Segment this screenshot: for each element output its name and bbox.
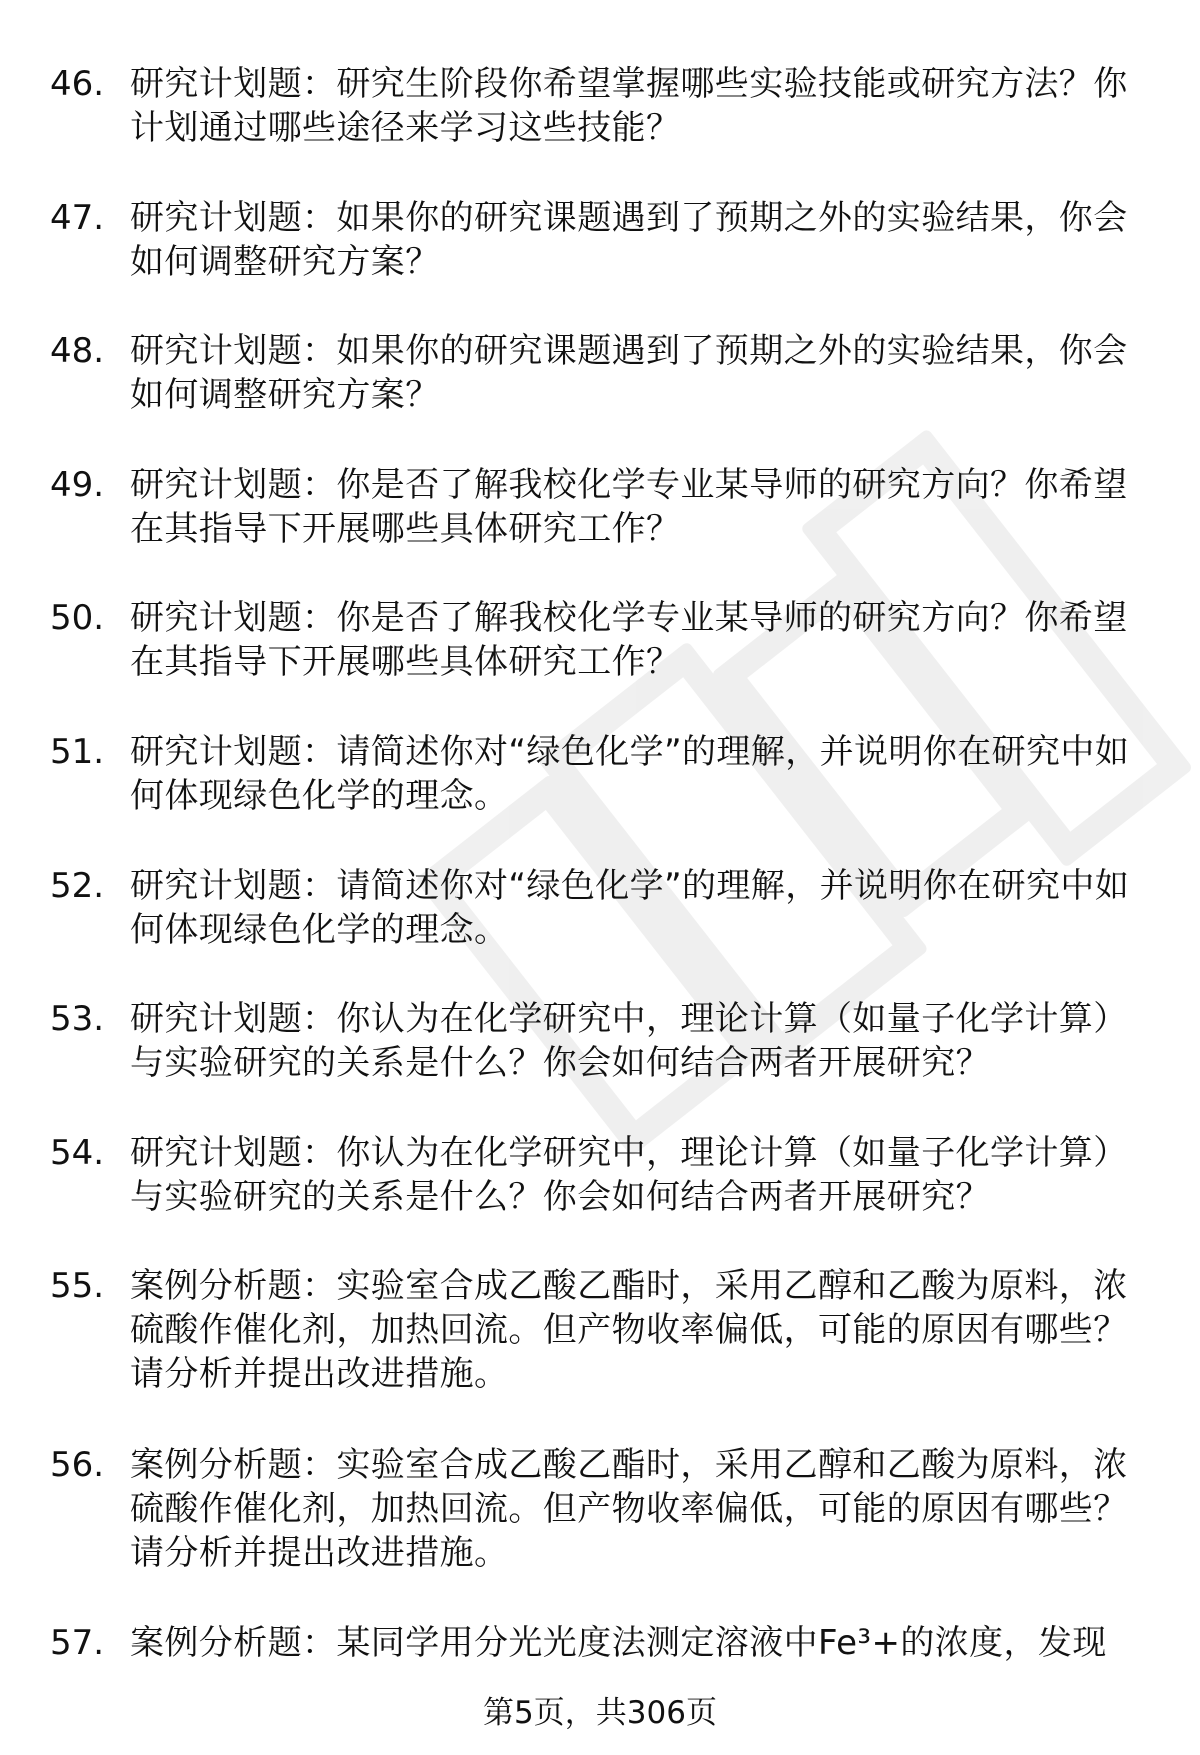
question-text: 研究计划题：你认为在化学研究中，理论计算（如量子化学计算）与实验研究的关系是什么？你会如何结合两者开展研究？ bbox=[130, 999, 1128, 1084]
question-item bbox=[0, 864, 1200, 998]
question-item bbox=[0, 1443, 1200, 1622]
question-item bbox=[0, 1264, 1200, 1443]
question-number: 56. bbox=[50, 1444, 105, 1485]
question-text: 研究计划题：你是否了解我校化学专业某导师的研究方向？你希望在其指导下开展哪些具体研究工作？ bbox=[130, 464, 1128, 549]
question-item bbox=[0, 730, 1200, 864]
question-item bbox=[0, 1621, 1200, 1755]
question-number: 55. bbox=[50, 1266, 105, 1307]
question-item bbox=[0, 196, 1200, 330]
question-number: 52. bbox=[50, 865, 105, 906]
question-text: 研究计划题：你是否了解我校化学专业某导师的研究方向？你希望在其指导下开展哪些具体研究工作？ bbox=[130, 598, 1128, 683]
question-number: 46. bbox=[50, 64, 105, 104]
question-item bbox=[0, 62, 1200, 196]
question-text: 研究计划题：请简述你对“绿色化学”的理解，并说明你在研究中如何体现绿色化学的理念。 bbox=[130, 731, 1130, 816]
question-number: 54. bbox=[50, 1132, 105, 1173]
question-text: 研究计划题：如果你的研究课题遇到了预期之外的实验结果，你会如何调整研究方案？ bbox=[130, 331, 1128, 416]
question-item bbox=[0, 997, 1200, 1131]
question-text: 研究计划题：研究生阶段你希望掌握哪些实验技能或研究方法？你计划通过哪些途径来学习这些技能？ bbox=[130, 64, 1128, 148]
question-text: 研究计划题：你认为在化学研究中，理论计算（如量子化学计算）与实验研究的关系是什么？你会如何结合两者开展研究？ bbox=[130, 1132, 1128, 1217]
question-text: 研究计划题：如果你的研究课题遇到了预期之外的实验结果，你会如何调整研究方案？ bbox=[130, 197, 1128, 282]
question-text: 案例分析题：实验室合成乙酸乙酯时，采用乙醇和乙酸为原料，浓硫酸作催化剂，加热回流。但产物收率偏低，可能的原因有哪些？请分析并提出改进措施。 bbox=[130, 1444, 1128, 1573]
question-item bbox=[0, 1131, 1200, 1265]
question-number: 53. bbox=[50, 999, 105, 1040]
question-number: 57. bbox=[50, 1623, 105, 1664]
question-number: 47. bbox=[50, 197, 105, 238]
question-number: 48. bbox=[50, 331, 105, 372]
question-number: 51. bbox=[50, 731, 105, 772]
question-item bbox=[0, 329, 1200, 463]
page-footer: 第5页，共306页 bbox=[483, 1695, 717, 1731]
question-number: 49. bbox=[50, 464, 105, 505]
question-list bbox=[0, 62, 1200, 1755]
question-number: 50. bbox=[50, 598, 105, 639]
question-item bbox=[0, 596, 1200, 730]
question-text: 研究计划题：请简述你对“绿色化学”的理解，并说明你在研究中如何体现绿色化学的理念。 bbox=[130, 865, 1130, 950]
question-text: 案例分析题：实验室合成乙酸乙酯时，采用乙醇和乙酸为原料，浓硫酸作催化剂，加热回流。但产物收率偏低，可能的原因有哪些？请分析并提出改进措施。 bbox=[130, 1266, 1128, 1395]
question-item bbox=[0, 463, 1200, 597]
question-text: 案例分析题：某同学用分光光度法测定溶液中Fe³+的浓度，发现 bbox=[130, 1623, 1107, 1664]
